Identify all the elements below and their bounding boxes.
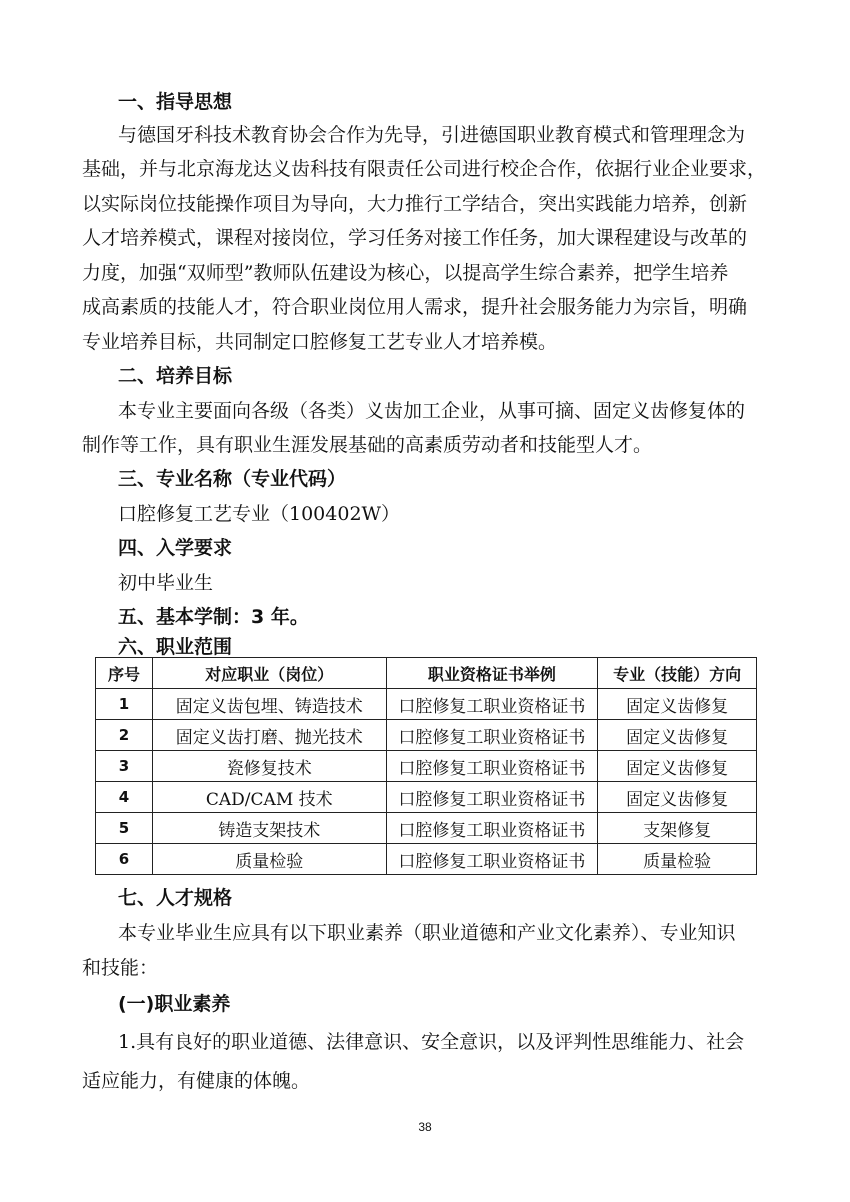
paragraph-line: 人才培养模式，课程对接岗位，学习任务对接工作任务，加大课程建设与改革的: [82, 227, 748, 249]
paragraph-line: 基础，并与北京海龙达义齿科技有限责任公司进行校企合作，依据行业企业要求，: [82, 158, 767, 180]
column-header: 职业资格证书举例: [386, 658, 598, 689]
table-cell: 1: [96, 689, 153, 720]
table-cell: 固定义齿修复: [598, 782, 757, 813]
table-cell: 固定义齿包埋、铸造技术: [152, 689, 386, 720]
column-header: 序号: [96, 658, 153, 689]
table-cell: 质量检验: [152, 844, 386, 875]
paragraph-line: 本专业毕业生应具有以下职业素养（职业道德和产业文化素养）、专业知识: [118, 922, 736, 944]
section-heading-talent-specs: 七、人才规格: [118, 887, 233, 909]
paragraph-line: 和技能：: [82, 957, 159, 979]
table-row: [96, 813, 757, 844]
section-heading-duration: 五、基本学制：3 年。: [118, 606, 309, 628]
table-cell: 质量检验: [598, 844, 757, 875]
sub-heading-professional-quality: (一)职业素养: [118, 993, 231, 1015]
paragraph-line: 1.具有良好的职业道德、法律意识、安全意识，以及评判性思维能力、社会: [118, 1031, 745, 1053]
table-row: [96, 844, 757, 875]
section-heading-career-scope: 六、职业范围: [118, 636, 233, 658]
section-heading-guiding-ideology: 一、指导思想: [118, 91, 233, 113]
table-cell: 固定义齿修复: [598, 720, 757, 751]
paragraph-line: 以实际岗位技能操作项目为导向，大力推行工学结合，突出实践能力培养，创新: [82, 193, 748, 215]
paragraph-line: 与德国牙科技术教育协会合作为先导，引进德国职业教育模式和管理理念为: [118, 124, 746, 146]
table-cell: 固定义齿修复: [598, 751, 757, 782]
table-cell: 铸造支架技术: [152, 813, 386, 844]
table-cell: 4: [96, 782, 153, 813]
section-heading-major-name: 三、专业名称（专业代码）: [118, 468, 347, 490]
page-number: 38: [418, 1120, 432, 1134]
paragraph-line: 成高素质的技能人才，符合职业岗位用人需求，提升社会服务能力为宗旨，明确: [82, 296, 748, 318]
section-heading-admission: 四、入学要求: [118, 537, 233, 559]
table-cell: 瓷修复技术: [152, 751, 386, 782]
paragraph-line: 力度，加强“双师型”教师队伍建设为核心，以提高学生综合素养，把学生培养: [82, 262, 729, 284]
paragraph-line: 本专业主要面向各级（各类）义齿加工企业，从事可摘、固定义齿修复体的: [118, 400, 746, 422]
column-header: 专业（技能）方向: [598, 658, 757, 689]
table-cell: CAD/CAM 技术: [152, 782, 386, 813]
career-scope-table: [95, 657, 757, 875]
table-cell: 支架修复: [598, 813, 757, 844]
table-cell: 口腔修复工职业资格证书: [386, 720, 598, 751]
table-cell: 3: [96, 751, 153, 782]
paragraph-line: 适应能力，有健康的体魄。: [82, 1070, 311, 1092]
table-cell: 口腔修复工职业资格证书: [386, 782, 598, 813]
paragraph-line: 专业培养目标，共同制定口腔修复工艺专业人才培养模。: [82, 331, 558, 353]
table-cell: 口腔修复工职业资格证书: [386, 751, 598, 782]
table-row: [96, 751, 757, 782]
table-cell: 固定义齿打磨、抛光技术: [152, 720, 386, 751]
table-cell: 5: [96, 813, 153, 844]
table-cell: 口腔修复工职业资格证书: [386, 844, 598, 875]
table-cell: 固定义齿修复: [598, 689, 757, 720]
table-header-row: [96, 658, 757, 689]
column-header: 对应职业（岗位）: [152, 658, 386, 689]
table-row: [96, 720, 757, 751]
major-name-text: 口腔修复工艺专业（100402W）: [118, 503, 401, 525]
section-heading-training-goal: 二、培养目标: [118, 365, 233, 387]
table-cell: 2: [96, 720, 153, 751]
paragraph-line: 制作等工作，具有职业生涯发展基础的高素质劳动者和技能型人才。: [82, 434, 653, 456]
table-row: [96, 782, 757, 813]
table-row: [96, 689, 757, 720]
table-cell: 口腔修复工职业资格证书: [386, 689, 598, 720]
table-cell: 6: [96, 844, 153, 875]
table-cell: 口腔修复工职业资格证书: [386, 813, 598, 844]
admission-text: 初中毕业生: [118, 572, 214, 594]
